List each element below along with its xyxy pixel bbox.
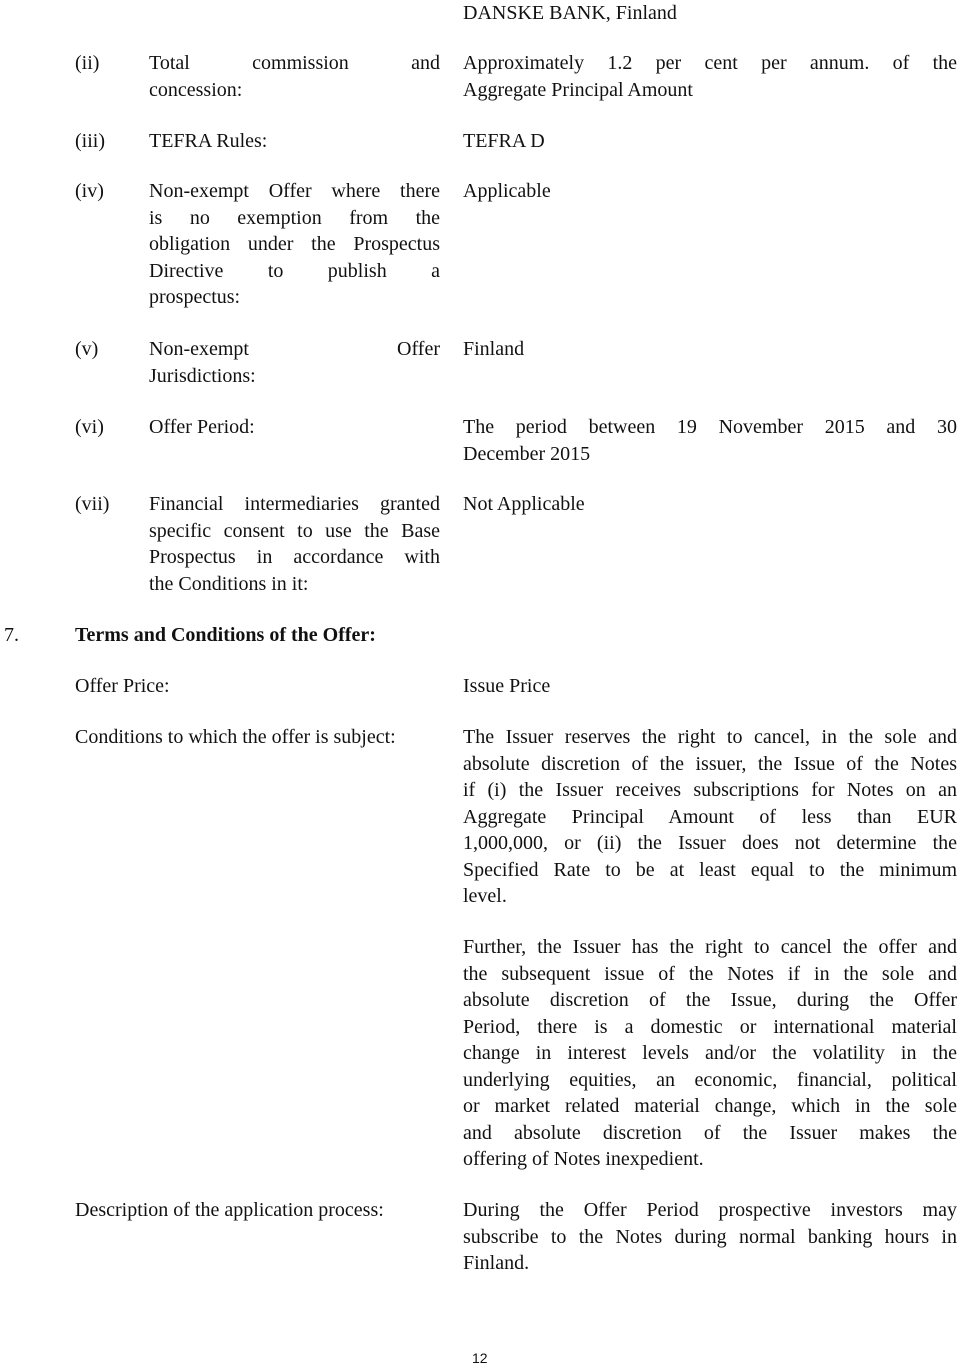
item-value-line: Applicable <box>463 180 551 202</box>
item-label-line: Non-exempt Offer where there <box>149 180 440 202</box>
item-value-line: TEFRA D <box>463 130 545 152</box>
conditions-line: Period, there is a domestic or international material <box>463 1015 957 1038</box>
conditions-line: or market related material change, which in the sole <box>463 1095 957 1117</box>
item-number: (v) <box>75 338 99 360</box>
conditions-line: if (i) the Issuer receives subscriptions for Notes on an <box>463 779 957 801</box>
application-process-line: Finland. <box>463 1252 530 1274</box>
item-label-line: is no exemption from the <box>149 206 440 229</box>
item-number: (iv) <box>75 180 104 202</box>
item-label-line: concession: <box>149 78 243 101</box>
item-value-line: Finland <box>463 338 525 360</box>
item-label-line: Jurisdictions: <box>149 364 256 387</box>
conditions-line: change in interest levels and/or the volatility in the <box>463 1042 957 1064</box>
application-process-label: Description of the application process: <box>75 1199 384 1221</box>
page-number: 12 <box>472 1350 488 1366</box>
item-label-line: Offer Period: <box>149 416 255 438</box>
item-number: (vii) <box>75 493 110 515</box>
conditions-line: and absolute discretion of the Issuer makes the <box>463 1121 957 1144</box>
section-title: Terms and Conditions of the Offer: <box>75 624 376 646</box>
item-label-line: prospectus: <box>149 286 241 308</box>
item-value-line: Approximately 1.2 per cent per annum. of the <box>463 52 957 74</box>
item-label-line: specific consent to use the Base <box>149 519 440 542</box>
item-number: (iii) <box>75 130 105 152</box>
conditions-label: Conditions to which the offer is subject: <box>75 726 396 748</box>
offer-price-value: Issue Price <box>463 675 551 697</box>
conditions-line: Specified Rate to be at least equal to the minimum <box>463 858 957 881</box>
item-value-line: Not Applicable <box>463 493 585 515</box>
item-label-line: Non-exempt Offer <box>149 338 440 360</box>
application-process-line: subscribe to the Notes during normal banking hours in <box>463 1225 957 1248</box>
conditions-line: absolute discretion of the Issue, during the Offer <box>463 989 957 1011</box>
conditions-line: the subsequent issue of the Notes if in the sole and <box>463 962 957 985</box>
item-label-line: the Conditions in it: <box>149 572 309 595</box>
offer-price-label: Offer Price: <box>75 675 170 697</box>
conditions-line: level. <box>463 885 507 907</box>
conditions-line: absolute discretion of the issuer, the Issue of the Notes <box>463 752 957 775</box>
conditions-line: offering of Notes inexpedient. <box>463 1148 704 1170</box>
item-value-line: Aggregate Principal Amount <box>463 78 693 101</box>
document-header: DANSKE BANK, Finland <box>463 2 677 24</box>
conditions-line: underlying equities, an economic, financial, political <box>463 1068 957 1091</box>
conditions-line: Further, the Issuer has the right to cancel the offer and <box>463 936 957 958</box>
conditions-line: The Issuer reserves the right to cancel, in the sole and <box>463 726 957 748</box>
item-label-line: Financial intermediaries granted <box>149 493 440 515</box>
conditions-line: Aggregate Principal Amount of less than EUR <box>463 805 957 828</box>
item-label-line: obligation under the Prospectus <box>149 233 440 255</box>
item-label-line: Prospectus in accordance with <box>149 546 440 568</box>
item-number: (ii) <box>75 52 100 74</box>
application-process-line: During the Offer Period prospective investors may <box>463 1199 957 1221</box>
item-label-line: Directive to publish a <box>149 259 440 282</box>
item-label-line: TEFRA Rules: <box>149 130 268 152</box>
conditions-line: 1,000,000, or (ii) the Issuer does not determine the <box>463 832 957 854</box>
item-number: (vi) <box>75 416 104 438</box>
item-value-line: December 2015 <box>463 442 591 465</box>
section-number: 7. <box>4 624 19 646</box>
item-label-line: Total commission and <box>149 52 440 74</box>
item-value-line: The period between 19 November 2015 and 30 <box>463 416 957 438</box>
